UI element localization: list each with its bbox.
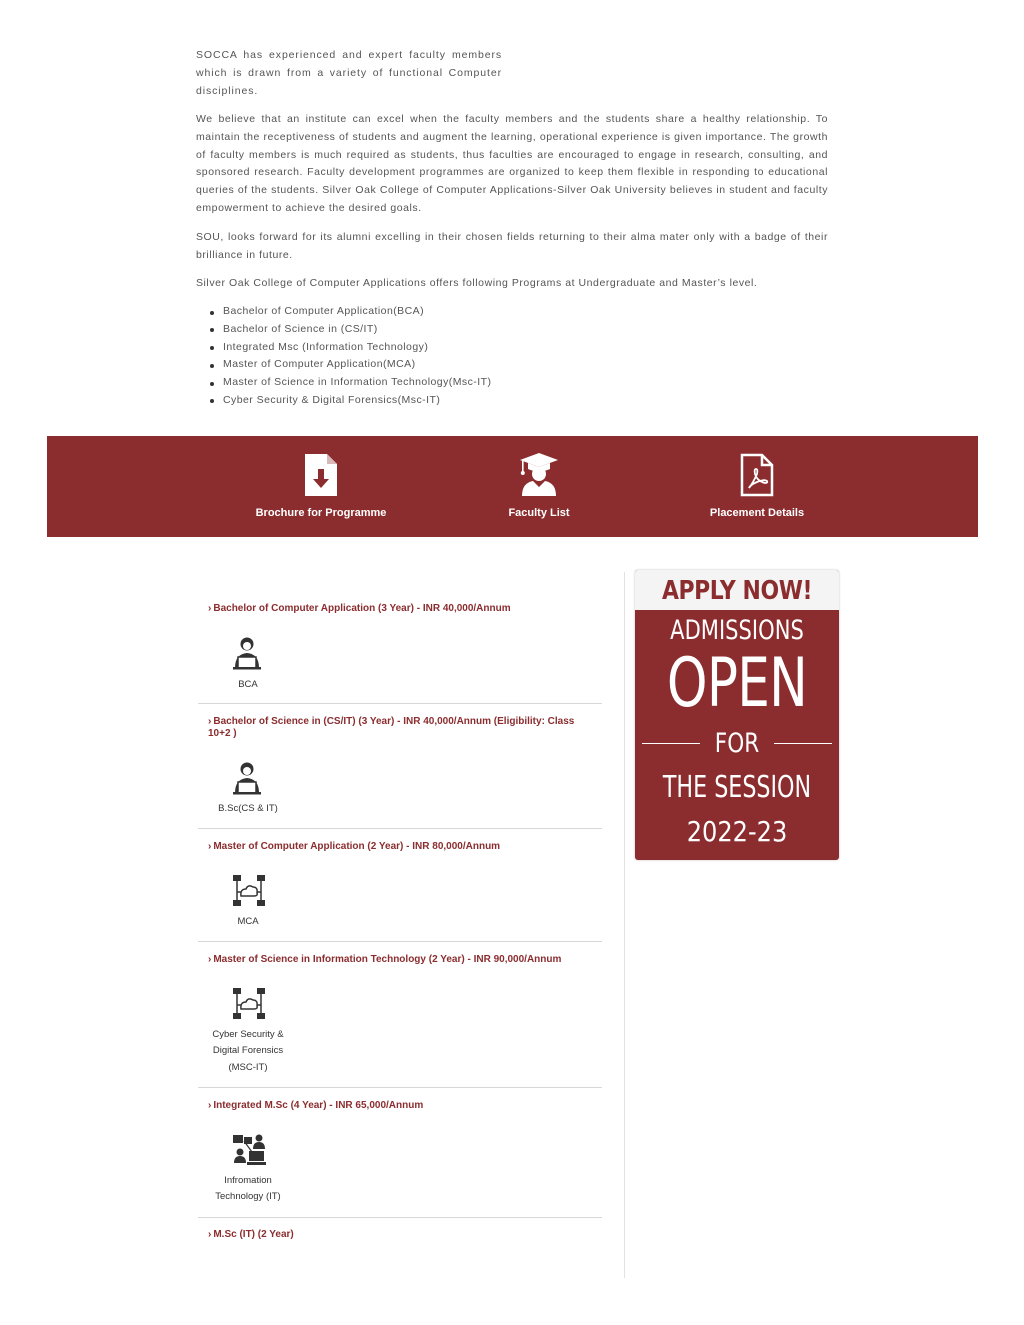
program-list — [196, 303, 491, 410]
session-year: 2022-23 — [686, 815, 788, 848]
course-item-bca — [198, 590, 602, 704]
alumni-paragraph: SOU, looks forward for its alumni excelling in their chosen fields returning to their alma mater only with a badge of their brilliance in future. — [196, 231, 828, 261]
course-item-mca — [198, 829, 602, 942]
poster-header — [635, 570, 839, 610]
faculty-list-link[interactable] — [439, 436, 639, 537]
chevron-right-icon: › — [208, 954, 212, 965]
course-caption: Infromation Technology (IT) — [215, 1175, 281, 1203]
it-team-icon — [232, 1133, 266, 1167]
student-laptop-icon — [232, 761, 262, 795]
list-item: Bachelor of Science in (CS/IT) — [196, 321, 491, 339]
for-row — [642, 728, 832, 760]
chevron-right-icon: › — [208, 603, 212, 614]
course-item-bsc — [198, 704, 602, 829]
intro-text: SOCCA has experienced and expert faculty members which is drawn from a variety of functional Computer disciplines. — [196, 49, 502, 97]
download-file-icon — [303, 452, 339, 498]
cloud-network-icon — [232, 987, 266, 1021]
cloud-network-icon — [232, 874, 266, 908]
course-caption: Cyber Security & Digital Forensics (MSC-IT) — [212, 1029, 284, 1073]
course-caption: BCA — [238, 679, 258, 690]
admissions-text: ADMISSIONS — [670, 615, 804, 646]
course-item-msc-it — [198, 942, 602, 1088]
column-divider — [624, 572, 625, 1278]
course-item-msc-it-2yr — [198, 1218, 602, 1258]
open-text: OPEN — [666, 644, 808, 723]
course-caption: MCA — [237, 916, 259, 927]
quick-links-band — [47, 436, 978, 537]
course-title[interactable]: › M.Sc (IT) (2 Year) — [208, 1229, 294, 1240]
placement-details-label: Placement Details — [709, 507, 805, 519]
list-item: Cyber Security & Digital Forensics(Msc-IT) — [196, 392, 491, 410]
brochure-link[interactable] — [221, 436, 421, 537]
chevron-right-icon: › — [208, 1229, 212, 1240]
chevron-right-icon: › — [208, 1100, 212, 1111]
list-item: Integrated Msc (Information Technology) — [196, 339, 491, 357]
faculty-list-label: Faculty List — [508, 507, 570, 519]
faculty-paragraph: We believe that an institute can excel when the faculty members and the students share a healthy relationship. To maintain the receptiveness of students and augment the learning, operational experience is given importance. The growth of faculty members is much required as students, thus faculties are encouraged to engage in research, consulting, and sponsored research. Faculty development programmes are organized to keep them flexible in responding to educational queries of the students. Silver Oak College of Computer Applications-Silver Oak University believes in student and faculty empowerment to achieve the desired goals. — [196, 113, 828, 214]
course-caption: B.Sc(CS & IT) — [218, 803, 278, 814]
list-item: Master of Computer Application(MCA) — [196, 356, 491, 374]
course-title[interactable]: › Bachelor of Computer Application (3 Year) - INR 40,000/Annum — [208, 603, 511, 614]
for-text: FOR — [714, 728, 760, 759]
placement-details-link[interactable] — [657, 436, 857, 537]
course-item-integrated-msc — [198, 1088, 602, 1218]
list-item: Bachelor of Computer Application(BCA) — [196, 303, 491, 321]
programs-intro-paragraph: Silver Oak College of Computer Applications offers following Programs at Undergraduate and Master’s level. — [196, 277, 758, 289]
course-title[interactable]: › Bachelor of Science in (CS/IT) (3 Year) - INR 40,000/Annum (Eligibility: Class 10+2 ) — [208, 716, 575, 739]
student-laptop-icon — [232, 636, 262, 670]
graduate-icon — [518, 452, 560, 498]
brochure-label: Brochure for Programme — [255, 507, 387, 519]
session-text: THE SESSION — [662, 770, 812, 805]
list-item: Master of Science in Information Technology(Msc-IT) — [196, 374, 491, 392]
chevron-right-icon: › — [208, 841, 212, 852]
course-title[interactable]: › Master of Computer Application (2 Year) - INR 80,000/Annum — [208, 841, 501, 852]
course-title[interactable]: › Master of Science in Information Technology (2 Year) - INR 90,000/Annum — [208, 954, 562, 965]
admissions-poster[interactable] — [635, 570, 839, 860]
apply-now-text: APPLY NOW! — [661, 576, 813, 606]
pdf-file-icon — [739, 452, 775, 498]
course-title[interactable]: › Integrated M.Sc (4 Year) - INR 65,000/Annum — [208, 1100, 424, 1111]
chevron-right-icon: › — [208, 716, 212, 727]
